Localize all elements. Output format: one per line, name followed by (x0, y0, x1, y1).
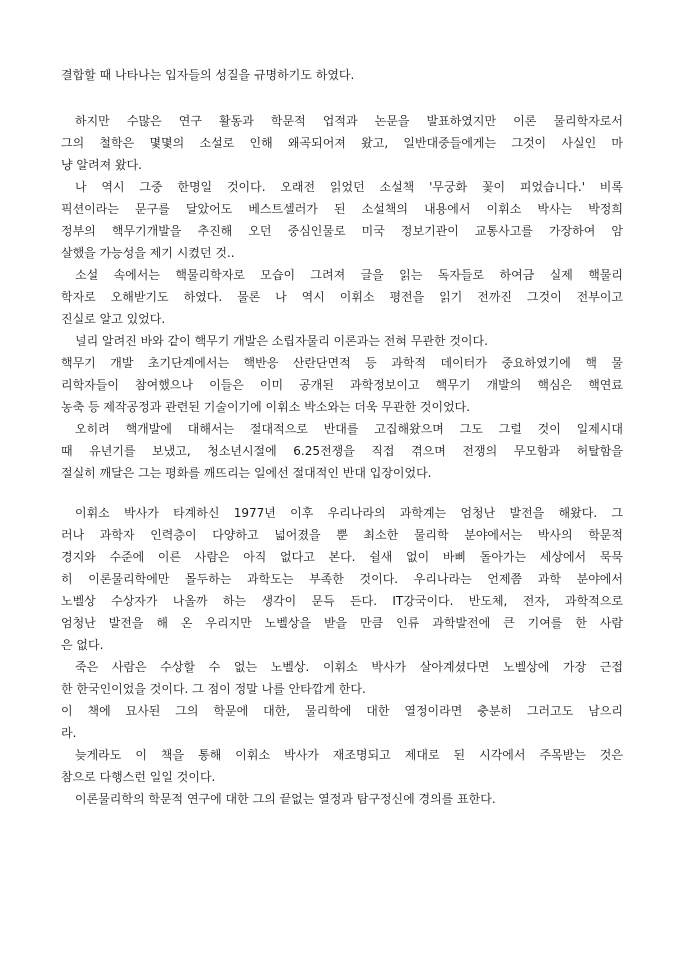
text-line: 이휘소 박사가 타계하신 1977년 이후 우리나라의 과학계는 엄청난 발전을 해왔다. 그 (75, 506, 623, 520)
text-line: 엄청난 발전을 해 온 우리지만 노벨상을 받을 만큼 인류 과학발전에 큰 기여를 한 사람 (61, 616, 623, 630)
text-line: 살했을 가능성을 제기 시켰던 것.. (61, 246, 235, 260)
text-line: 절실히 깨달은 그는 평화를 깨뜨리는 일에선 절대적인 반대 입장이었다. (61, 466, 432, 480)
text-line: 오히려 핵개발에 대해서는 절대적으로 반대를 고집해왔으며 그도 그럴 것이 일제시대 (75, 422, 623, 436)
text-line: 죽은 사람은 수상할 수 없는 노벨상. 이휘소 박사가 살아계셨다면 노벨상에 가장 근접 (75, 660, 623, 674)
text-line: 은 없다. (61, 638, 104, 652)
text-line: 때 유년기를 보냈고, 청소년시절에 6.25전쟁을 직접 겪으며 전쟁의 무모함과 허탈함을 (61, 444, 623, 458)
text-line: 경지와 수준에 이른 사람은 아직 없다고 본다. 쉴새 없이 바삐 돌아가는 세상에서 묵묵 (61, 550, 623, 564)
text-line: 정부의 핵무기개발을 추진해 오던 중심인물로 미국 정보기관이 교통사고를 가장하여 암 (61, 224, 623, 238)
text-line: 학자로 오해받기도 하였다. 물론 나 역시 이휘소 평전을 읽기 전까진 그것이 전부이고 (61, 290, 623, 304)
text-line: 그의 철학은 몇몇의 소설로 인해 왜곡되어져 왔고, 일반대중들에게는 그것이 사실인 마 (61, 136, 623, 150)
text-line: 늦게라도 이 책을 통해 이휘소 박사가 재조명되고 제대로 된 시각에서 주목받는 것은 (75, 748, 623, 762)
text-line: 농축 등 제작공정과 관련된 기술이기에 이휘소 박소와는 더욱 무관한 것이었다. (61, 400, 471, 414)
text-line: 리학자들이 참여했으나 이들은 이미 공개된 과학정보이고 핵무기 개발의 핵심은 핵연료 (61, 378, 623, 392)
text-line: 이 책에 묘사된 그의 학문에 대한, 물리학에 대한 열정이라면 충분히 그러고도 남으리 (61, 704, 623, 718)
text-line: 하지만 수많은 연구 활동과 학문적 업적과 논문을 발표하였지만 이론 물리학자로서 (75, 114, 623, 128)
text-line: 러나 과학자 인력층이 다양하고 넓어졌을 뿐 최소한 물리학 분야에서는 박사의 학문적 (61, 528, 623, 542)
text-line: 널리 알려진 바와 같이 핵무기 개발은 소립자물리 이론과는 전혀 무관한 것이다. (75, 334, 488, 348)
text-line: 참으로 다행스런 일일 것이다. (61, 770, 216, 784)
text-line: 나 역시 그중 한명일 것이다. 오래전 읽었던 소설책 '무궁화 꽃이 피었습니다.' 비록 (75, 180, 623, 194)
text-line: 픽션이라는 문구를 달았어도 베스트셀러가 된 소설책의 내용에서 이휘소 박사는 박정희 (61, 202, 623, 216)
text-line: 소설 속에서는 핵물리학자로 모습이 그려져 글을 읽는 독자들로 하여금 실제 핵물리 (75, 268, 623, 282)
text-line: 결합할 때 나타나는 입자들의 성질을 규명하기도 하였다. (61, 68, 355, 82)
text-line: 라. (61, 726, 77, 740)
text-line: 히 이론물리학에만 몰두하는 과학도는 부족한 것이다. 우리나라는 언제쯤 과학 분야에서 (61, 572, 623, 586)
text-line: 냥 알려져 왔다. (61, 158, 142, 172)
text-line: 진실로 알고 있었다. (61, 312, 166, 326)
text-line: 핵무기 개발 초기단계에서는 핵반응 산란단면적 등 과학적 데이터가 중요하였기에 핵 물 (61, 356, 623, 370)
text-line: 노벨상 수상자가 나올까 하는 생각이 문득 든다. IT강국이다. 반도체, 전자, 과학적으로 (61, 594, 623, 608)
text-line: 한 한국인이었을 것이다. 그 점이 정말 나를 안타깝게 한다. (61, 682, 366, 696)
text-line: 이론물리학의 학문적 연구에 대한 그의 끝없는 열정과 탐구정신에 경의를 표한다. (75, 792, 496, 806)
